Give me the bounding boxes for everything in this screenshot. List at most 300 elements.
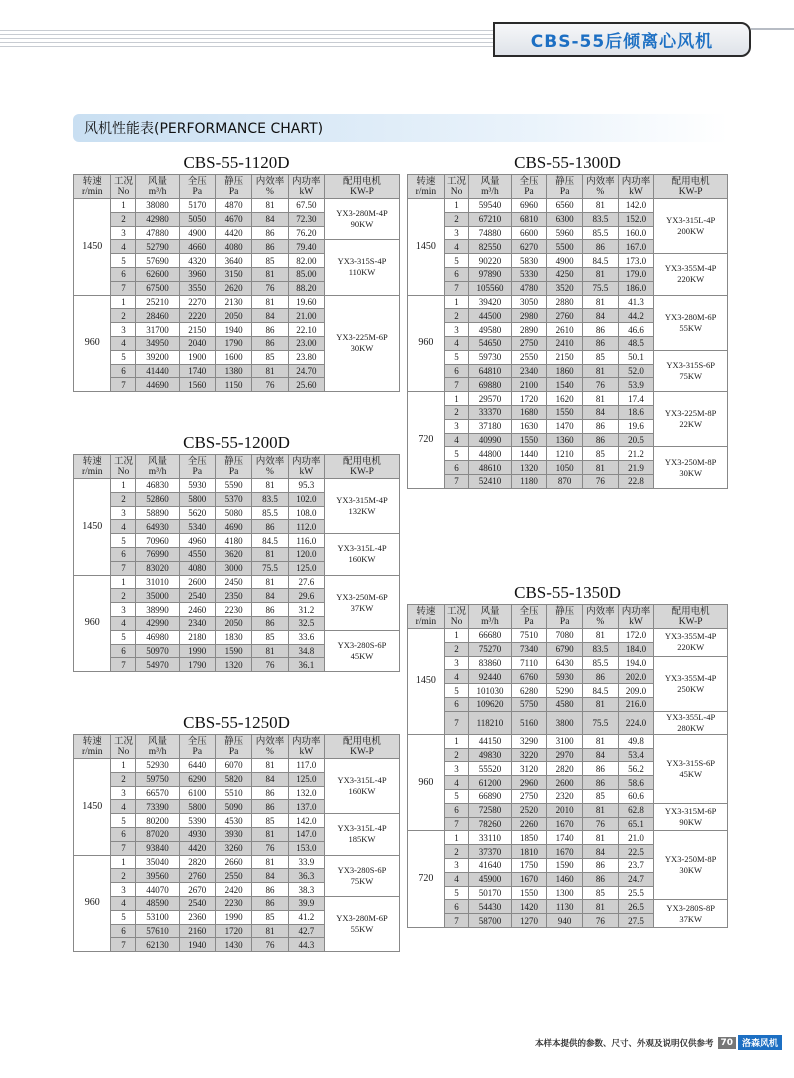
data-cell: 6 — [111, 827, 136, 841]
data-cell: 34.8 — [288, 644, 324, 658]
data-cell: 1 — [111, 855, 136, 869]
data-cell: 86 — [583, 433, 619, 447]
data-cell: 1990 — [215, 910, 251, 924]
table-row — [74, 575, 400, 589]
column-header-line: kW — [629, 186, 643, 197]
data-cell: 147.0 — [288, 827, 324, 841]
data-cell: 76 — [583, 378, 619, 392]
column-header — [324, 735, 399, 759]
data-cell: 81 — [252, 547, 288, 561]
data-cell: 4660 — [179, 240, 215, 254]
data-cell: 1130 — [547, 900, 583, 914]
data-cell: 39.9 — [288, 896, 324, 910]
data-cell: 76 — [583, 914, 619, 928]
data-cell: 1670 — [547, 817, 583, 831]
data-cell: 33370 — [469, 405, 511, 419]
data-cell: 86 — [583, 240, 619, 254]
data-cell: 2450 — [215, 575, 251, 589]
data-cell: 38990 — [136, 603, 179, 617]
data-cell: 1900 — [179, 350, 215, 364]
table-row — [408, 447, 728, 461]
data-cell: 108.0 — [288, 506, 324, 520]
data-cell: 5390 — [179, 814, 215, 828]
data-cell: 81 — [583, 803, 619, 817]
data-cell: 33110 — [469, 831, 511, 845]
data-cell: 6 — [111, 644, 136, 658]
column-header — [215, 455, 251, 479]
data-cell: 1 — [111, 575, 136, 589]
data-cell: 5 — [111, 534, 136, 548]
data-cell: 75.5 — [583, 281, 619, 295]
data-cell: 49.8 — [618, 734, 654, 748]
table-row — [74, 814, 400, 828]
motor-line: YX3-250M-6P — [336, 591, 388, 602]
data-cell: 62600 — [136, 267, 179, 281]
data-cell: 19.6 — [618, 419, 654, 433]
data-cell: 7 — [111, 938, 136, 952]
data-cell: 81 — [252, 759, 288, 773]
data-cell: 81 — [252, 827, 288, 841]
data-cell: 84.5 — [583, 254, 619, 268]
data-cell: 38.3 — [288, 883, 324, 897]
motor-line: 75KW — [679, 370, 702, 381]
data-cell: 3260 — [215, 841, 251, 855]
data-cell: 142.0 — [618, 199, 654, 213]
data-cell: 85 — [252, 254, 288, 268]
data-cell: 2600 — [547, 776, 583, 790]
data-cell: 4420 — [179, 841, 215, 855]
column-header — [215, 175, 251, 199]
data-cell: 48610 — [469, 461, 511, 475]
data-cell: 84 — [583, 309, 619, 323]
table-row — [74, 199, 400, 213]
data-cell: 84 — [583, 748, 619, 762]
data-cell: 85.5 — [583, 656, 619, 670]
data-cell: 72.30 — [288, 212, 324, 226]
column-header-line: 配用电机 — [342, 176, 381, 187]
data-cell: 41.2 — [288, 910, 324, 924]
data-cell: 42990 — [136, 616, 179, 630]
data-cell: 3930 — [215, 827, 251, 841]
motor-cell — [654, 350, 728, 391]
motor-line: YX3-280M-4P — [336, 208, 388, 219]
column-header-line: Pa — [228, 466, 239, 477]
table-row — [408, 199, 728, 213]
data-cell: 86 — [252, 226, 288, 240]
table-row — [74, 295, 400, 309]
data-cell: 4780 — [511, 281, 547, 295]
data-cell: 24.7 — [618, 872, 654, 886]
data-cell: 81 — [252, 267, 288, 281]
data-cell: 1990 — [179, 644, 215, 658]
data-cell: 1860 — [547, 364, 583, 378]
data-cell: 44.2 — [618, 309, 654, 323]
column-header-line: 配用电机 — [671, 606, 710, 617]
data-cell: 1790 — [215, 336, 251, 350]
speed-cell: 720 — [408, 392, 445, 489]
data-cell: 24.70 — [288, 364, 324, 378]
column-header-line: Pa — [192, 746, 203, 757]
data-cell: 5290 — [547, 684, 583, 698]
column-header-line: 内功率 — [621, 606, 651, 617]
motor-line: 45KW — [350, 650, 374, 661]
data-cell: 2420 — [215, 883, 251, 897]
performance-table — [73, 174, 400, 392]
data-cell: 59730 — [469, 350, 511, 364]
data-cell: 3 — [111, 226, 136, 240]
data-cell: 4 — [444, 240, 469, 254]
data-cell: 3 — [111, 603, 136, 617]
motor-line: YX3-355M-4P — [664, 263, 717, 274]
column-header — [288, 735, 324, 759]
data-cell: 57610 — [136, 924, 179, 938]
data-cell: 2340 — [511, 364, 547, 378]
data-cell: 7 — [444, 474, 469, 488]
data-cell: 81 — [583, 831, 619, 845]
motor-line: 37KW — [350, 602, 374, 613]
data-cell: 4 — [111, 336, 136, 350]
data-cell: 18.6 — [618, 405, 654, 419]
data-cell: 87020 — [136, 827, 179, 841]
data-cell: 66890 — [469, 789, 511, 803]
motor-line: YX3-315L-4P — [337, 543, 387, 554]
motor-cell — [324, 896, 399, 951]
data-cell: 29.6 — [288, 589, 324, 603]
data-cell: 4250 — [547, 267, 583, 281]
data-cell: 3 — [444, 762, 469, 776]
data-cell: 57690 — [136, 254, 179, 268]
data-cell: 5340 — [179, 520, 215, 534]
column-header — [288, 455, 324, 479]
data-cell: 6 — [444, 697, 469, 711]
speed-cell: 1450 — [74, 479, 111, 576]
header-row — [74, 455, 400, 479]
motor-cell — [654, 831, 728, 900]
data-cell: 3550 — [179, 281, 215, 295]
motor-cell — [324, 630, 399, 671]
column-header-line: m³/h — [481, 616, 499, 627]
speed-cell: 1450 — [74, 759, 111, 856]
data-cell: 81 — [583, 295, 619, 309]
data-cell: 76.20 — [288, 226, 324, 240]
column-header-line: 转速 — [82, 456, 102, 467]
data-cell: 2150 — [179, 323, 215, 337]
table-title: CBS-55-1250D — [183, 713, 290, 732]
data-cell: 2320 — [547, 789, 583, 803]
data-cell: 81 — [252, 575, 288, 589]
data-cell: 7 — [444, 914, 469, 928]
data-cell: 76 — [583, 817, 619, 831]
data-cell: 3 — [444, 226, 469, 240]
motor-line: YX3-280M-6P — [664, 311, 717, 322]
data-cell: 1560 — [179, 378, 215, 392]
column-header — [252, 735, 288, 759]
motor-line: 90KW — [350, 219, 374, 230]
column-header-line: 转速 — [416, 606, 436, 617]
data-cell: 4 — [444, 776, 469, 790]
column-header-line: 配用电机 — [342, 736, 381, 747]
performance-table — [407, 604, 728, 928]
data-cell: 5620 — [179, 506, 215, 520]
data-cell: 5 — [111, 254, 136, 268]
data-cell: 7 — [444, 817, 469, 831]
data-cell: 80200 — [136, 814, 179, 828]
table-title: CBS-55-1120D — [183, 153, 290, 172]
motor-line: YX3-315M-4P — [336, 495, 388, 506]
data-cell: 6 — [111, 364, 136, 378]
data-cell: 76 — [252, 938, 288, 952]
data-cell: 6280 — [511, 684, 547, 698]
data-cell: 5830 — [511, 254, 547, 268]
data-cell: 2670 — [179, 883, 215, 897]
data-cell: 58.6 — [618, 776, 654, 790]
column-header — [408, 175, 445, 199]
data-cell: 132.0 — [288, 786, 324, 800]
data-cell: 29570 — [469, 392, 511, 406]
data-cell: 1430 — [215, 938, 251, 952]
motor-line: YX3-225M-6P — [336, 332, 388, 343]
data-cell: 53100 — [136, 910, 179, 924]
data-cell: 42980 — [136, 212, 179, 226]
data-cell: 1620 — [547, 392, 583, 406]
column-header — [547, 175, 583, 199]
column-header-line: Pa — [192, 466, 203, 477]
data-cell: 49830 — [469, 748, 511, 762]
data-cell: 1360 — [547, 433, 583, 447]
data-cell: 2550 — [511, 350, 547, 364]
header-decor-lines — [0, 30, 500, 50]
data-cell: 81 — [583, 629, 619, 643]
data-cell: 2100 — [511, 378, 547, 392]
data-cell: 2970 — [547, 748, 583, 762]
data-cell: 3 — [444, 858, 469, 872]
data-cell: 1630 — [511, 419, 547, 433]
motor-cell — [324, 240, 399, 295]
data-cell: 6430 — [547, 656, 583, 670]
column-header — [179, 175, 215, 199]
data-cell: 1590 — [215, 644, 251, 658]
data-cell: 6100 — [179, 786, 215, 800]
column-header-line: 内效率 — [586, 606, 615, 617]
data-cell: 20.5 — [618, 433, 654, 447]
table-cbs-55-1120d — [73, 152, 400, 392]
data-cell: 6070 — [215, 759, 251, 773]
data-cell: 4320 — [179, 254, 215, 268]
data-cell: 2 — [111, 589, 136, 603]
data-cell: 27.5 — [618, 914, 654, 928]
column-header-line: m³/h — [148, 466, 167, 477]
data-cell: 76990 — [136, 547, 179, 561]
data-cell: 7510 — [511, 629, 547, 643]
data-cell: 5 — [111, 910, 136, 924]
data-cell: 33.9 — [288, 855, 324, 869]
column-header-line: 全压 — [187, 176, 207, 187]
column-header — [288, 175, 324, 199]
table-cbs-55-1250d — [73, 712, 400, 952]
data-cell: 5370 — [215, 492, 251, 506]
data-cell: 58890 — [136, 506, 179, 520]
data-cell: 62130 — [136, 938, 179, 952]
data-cell: 4900 — [547, 254, 583, 268]
data-cell: 54430 — [469, 900, 511, 914]
data-cell: 81 — [252, 295, 288, 309]
data-cell: 2230 — [215, 896, 251, 910]
data-cell: 4 — [111, 616, 136, 630]
data-cell: 2550 — [215, 869, 251, 883]
data-cell: 65.1 — [618, 817, 654, 831]
motor-line: 160KW — [348, 786, 376, 797]
data-cell: 5800 — [179, 800, 215, 814]
motor-line: YX3-280M-6P — [336, 913, 388, 924]
data-cell: 76 — [252, 658, 288, 672]
data-cell: 1 — [444, 392, 469, 406]
data-cell: 1 — [444, 629, 469, 643]
data-cell: 85.00 — [288, 267, 324, 281]
motor-cell — [654, 734, 728, 803]
data-cell: 49580 — [469, 323, 511, 337]
data-cell: 41.3 — [618, 295, 654, 309]
data-cell: 7 — [111, 841, 136, 855]
motor-line: YX3-315S-6P — [666, 757, 715, 768]
data-cell: 33.6 — [288, 630, 324, 644]
data-cell: 48590 — [136, 896, 179, 910]
data-cell: 167.0 — [618, 240, 654, 254]
data-cell: 1 — [111, 759, 136, 773]
data-cell: 25.5 — [618, 886, 654, 900]
column-header-line: 静压 — [555, 176, 575, 187]
data-cell: 4420 — [215, 226, 251, 240]
data-cell: 86 — [252, 800, 288, 814]
column-header-line: 全压 — [519, 176, 539, 187]
data-cell: 3620 — [215, 547, 251, 561]
data-cell: 81 — [252, 644, 288, 658]
table-row — [74, 759, 400, 773]
table-row — [74, 240, 400, 254]
data-cell: 5 — [111, 630, 136, 644]
data-cell: 37370 — [469, 845, 511, 859]
data-cell: 76 — [252, 378, 288, 392]
data-cell: 86 — [583, 776, 619, 790]
motor-line: 30KW — [679, 467, 702, 478]
data-cell: 5170 — [179, 199, 215, 213]
data-cell: 69880 — [469, 378, 511, 392]
data-cell: 142.0 — [288, 814, 324, 828]
data-cell: 45900 — [469, 872, 511, 886]
data-cell: 4930 — [179, 827, 215, 841]
column-header-line: 配用电机 — [671, 176, 710, 187]
header-decor-tick — [751, 28, 794, 30]
column-header — [74, 175, 111, 199]
column-header-line: No — [450, 186, 463, 197]
motor-line: 220KW — [677, 274, 705, 285]
speed-cell: 960 — [74, 575, 111, 672]
data-cell: 1670 — [547, 845, 583, 859]
data-cell: 2230 — [215, 603, 251, 617]
data-cell: 46830 — [136, 479, 179, 493]
data-cell: 1380 — [215, 364, 251, 378]
brand-label: 洛森风机 — [738, 1035, 782, 1050]
data-cell: 42.7 — [288, 924, 324, 938]
data-cell: 62.8 — [618, 803, 654, 817]
data-cell: 6810 — [511, 212, 547, 226]
data-cell: 6600 — [511, 226, 547, 240]
data-cell: 118210 — [469, 711, 511, 734]
motor-cell — [324, 575, 399, 630]
table-title: CBS-55-1350D — [514, 583, 621, 602]
column-header — [74, 455, 111, 479]
column-header-line: 内功率 — [292, 736, 321, 747]
data-cell: 3290 — [511, 734, 547, 748]
data-cell: 84.5 — [583, 684, 619, 698]
data-cell: 1 — [444, 199, 469, 213]
motor-cell — [654, 629, 728, 657]
data-cell: 79.40 — [288, 240, 324, 254]
data-cell: 86 — [583, 323, 619, 337]
data-cell: 6 — [111, 924, 136, 938]
data-cell: 17.4 — [618, 392, 654, 406]
data-cell: 85 — [252, 350, 288, 364]
data-cell: 86 — [252, 240, 288, 254]
data-cell: 2760 — [179, 869, 215, 883]
column-header-line: No — [450, 616, 463, 627]
data-cell: 4870 — [215, 199, 251, 213]
data-cell: 86 — [252, 786, 288, 800]
motor-cell — [324, 199, 399, 240]
motor-cell — [654, 803, 728, 831]
data-cell: 83.5 — [252, 492, 288, 506]
data-cell: 97890 — [469, 267, 511, 281]
column-header — [654, 175, 728, 199]
column-header-line: 配用电机 — [342, 456, 381, 467]
data-cell: 4180 — [215, 534, 251, 548]
data-cell: 3 — [111, 883, 136, 897]
column-header-line: 全压 — [187, 456, 207, 467]
data-cell: 4080 — [179, 561, 215, 575]
data-cell: 2 — [444, 309, 469, 323]
column-header — [547, 605, 583, 629]
data-cell: 85.5 — [252, 506, 288, 520]
column-header-line: 转速 — [82, 736, 102, 747]
data-cell: 84 — [252, 309, 288, 323]
table-row — [408, 392, 728, 406]
data-cell: 4550 — [179, 547, 215, 561]
data-cell: 3 — [444, 656, 469, 670]
header-row — [74, 735, 400, 759]
data-cell: 75.5 — [252, 561, 288, 575]
data-cell: 1470 — [547, 419, 583, 433]
motor-line: 220KW — [677, 642, 705, 653]
data-cell: 22.5 — [618, 845, 654, 859]
data-cell: 2880 — [547, 295, 583, 309]
data-cell: 2890 — [511, 323, 547, 337]
header-row — [408, 605, 728, 629]
data-cell: 5 — [111, 814, 136, 828]
motor-cell — [324, 759, 399, 814]
motor-line: 55KW — [350, 924, 374, 935]
motor-line: 132KW — [348, 506, 376, 517]
speed-cell: 1450 — [408, 199, 445, 296]
column-header — [179, 455, 215, 479]
data-cell: 940 — [547, 914, 583, 928]
data-cell: 2350 — [215, 589, 251, 603]
data-cell: 86 — [583, 336, 619, 350]
data-cell: 2600 — [179, 575, 215, 589]
data-cell: 50970 — [136, 644, 179, 658]
speed-cell: 1450 — [408, 629, 445, 735]
data-cell: 50.1 — [618, 350, 654, 364]
data-cell: 84 — [583, 405, 619, 419]
data-cell: 109620 — [469, 697, 511, 711]
